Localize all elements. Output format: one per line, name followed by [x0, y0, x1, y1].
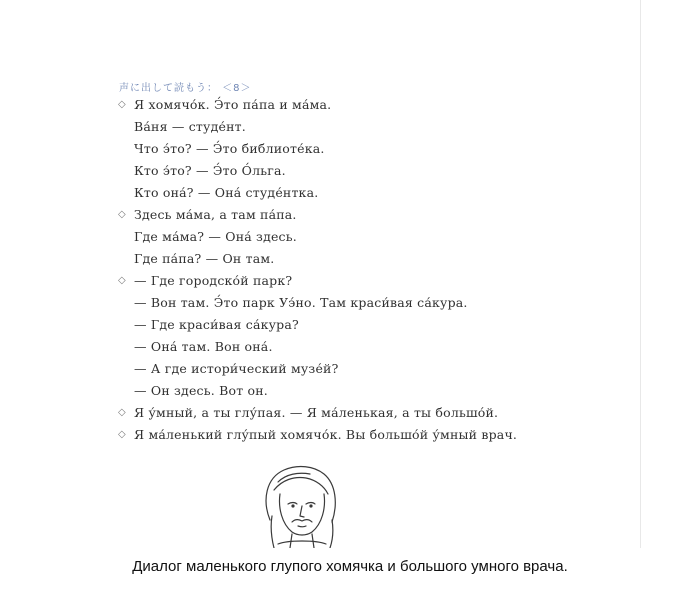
line-text: — Где городско́й парк?: [134, 273, 293, 288]
line-text: Где па́па? — Он там.: [134, 251, 275, 266]
line-text: — А где истори́ческий музе́й?: [134, 361, 339, 376]
line-text: Я ма́ленький глу́пый хомячо́к. Вы большо́й у́мный врач.: [134, 427, 518, 442]
line-text: Здесь ма́ма, а там па́па.: [134, 207, 297, 222]
diamond-icon: ◇: [118, 209, 126, 220]
diamond-icon: ◇: [118, 429, 126, 440]
diamond-icon: ◇: [118, 275, 126, 286]
line-text: Кто она́? — Она́ студе́нтка.: [134, 185, 319, 200]
line-text: Что э́то? — Э́то библиоте́ка.: [134, 141, 325, 156]
line-text: — Где краси́вая са́кура?: [134, 317, 299, 332]
diamond-icon: ◇: [118, 99, 126, 110]
line-text: Я хомячо́к. Э́то па́па и ма́ма.: [134, 97, 332, 112]
exercise-header: 声に出して読もう： ＜8＞: [119, 83, 252, 94]
man-portrait-illustration: [248, 460, 358, 548]
image-caption: Диалог маленького глупого хомячка и большого умного врача.: [132, 558, 568, 575]
line-text: Где ма́ма? — Она́ здесь.: [134, 229, 297, 244]
page-edge-line: [640, 0, 641, 548]
line-text: Кто э́то? — Э́то О́льга.: [134, 163, 286, 178]
diamond-icon: ◇: [118, 407, 126, 418]
line-text: Ва́ня — студе́нт.: [134, 119, 246, 134]
line-text: — Вон там. Э́то парк Уэ́но. Там краси́вая са́кура.: [134, 295, 468, 310]
line-text: — Она́ там. Вон она́.: [134, 339, 273, 354]
line-text: Я у́мный, а ты глу́пая. — Я ма́ленькая, а ты большо́й.: [134, 405, 499, 420]
line-text: — Он здесь. Вот он.: [134, 383, 268, 398]
